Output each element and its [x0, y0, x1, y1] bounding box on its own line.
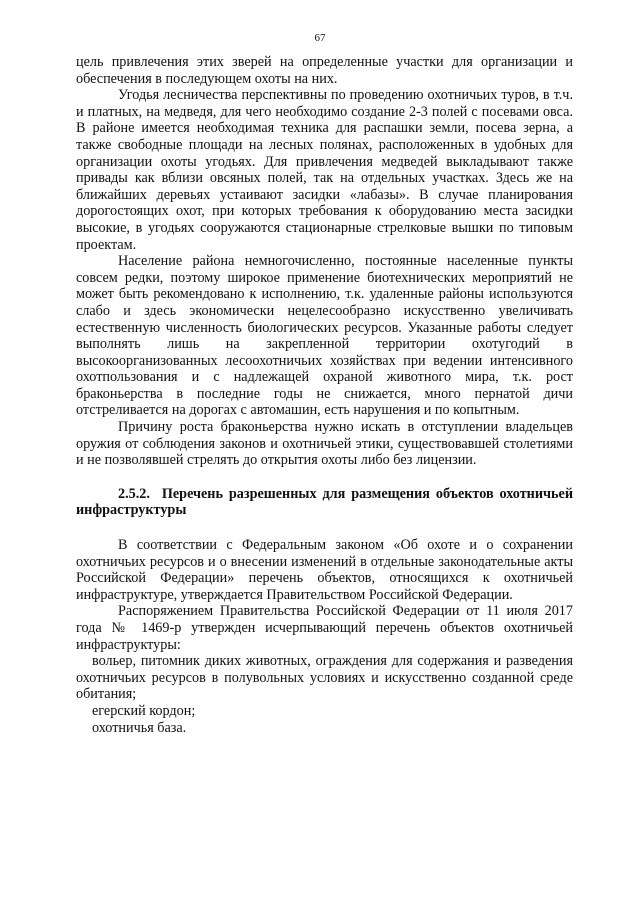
list-item-hunting-base: охотничья база.	[92, 719, 187, 736]
list-item-ranger-cordon: егерский кордон;	[92, 702, 196, 719]
list-item-enclosure: вольер, питомник диких животных, ограждения для содержания и разведения охотничьих ресурсов в полувольных условиях и искусственно созданной среде обитания;	[76, 653, 573, 703]
section-number: 2.5.2.	[118, 485, 150, 502]
paragraph-poaching: Причину роста браконьерства нужно искать в отступлении владельцев оружия от соблюдения законов и охотничьей этики, существовавшей столетиями и не позволявшей стрелять до открытия охоты либо без лицензии.	[76, 419, 573, 469]
paragraph-population: Население района немногочисленно, постоянные населенные пункты совсем редки, поэтому широкое применение биотехнических мероприятий не может быть рекомендовано к исполнению, т.к. удаленные районы используются слабо и здесь экономически нецелесообразно искусственно увеличивать естественную численность биологических ресурсов. Указанные работы следует выполнять лишь на закрепленной территории охотугодий в высокоорганизованных лесоохотничьих хозяйствах при ведении интенсивного охотпользования и с надлежащей охраной животного мира, т.к. рост браконьерства в последние годы не снижается, много пернатой дичи отстреливается на дорогах с автомашин, есть нарушения и по копытным.	[76, 253, 573, 419]
paragraph-bear-hunting: Угодья лесничества перспективны по проведению охотничьих туров, в т.ч. и платных, на медведя, для чего необходимо создание 2-3 полей с посевами овса. В районе имеется необходимая техника для распашки земли, посева зерна, а также свободные площади на лесных полянах, расположенных в удобных для организации охоты угодьях. Для привлечения медведей выкладывают также привады как вблизи овсяных полей, так на отдельных участках. Здесь же на ближайших деревьях устаивают засидки «лабазы». В случае планирования дорогостоящих охот, при которых требования к оборудованию места засидки высокие, в угодьях сооружаются стационарные стрелковые вышки по типовым проектам.	[76, 87, 573, 253]
paragraph-federal-law: В соответствии с Федеральным законом «Об охоте и о сохранении охотничьих ресурсов и о внесении изменений в отдельные законодательные акты Российской Федерации» перечень объектов, относящихся к охотничьей инфраструктуре, утверждается Правительством Российской Федерации.	[76, 537, 573, 603]
paragraph-continuation: цель привлечения этих зверей на определенные участки для организации и обеспечения в последующем охоты на них.	[76, 54, 573, 87]
section-heading	[76, 486, 573, 519]
page-number: 67	[314, 32, 326, 44]
body-text	[76, 54, 573, 736]
section-title: Перечень разрешенных для размещения объектов охотничьей инфраструктуры	[76, 485, 574, 519]
paragraph-government-order: Распоряжением Правительства Российской Федерации от 11 июля 2017 года № 1469-р утвержден исчерпывающий перечень объектов охотничьей инфраструктуры:	[76, 603, 573, 653]
